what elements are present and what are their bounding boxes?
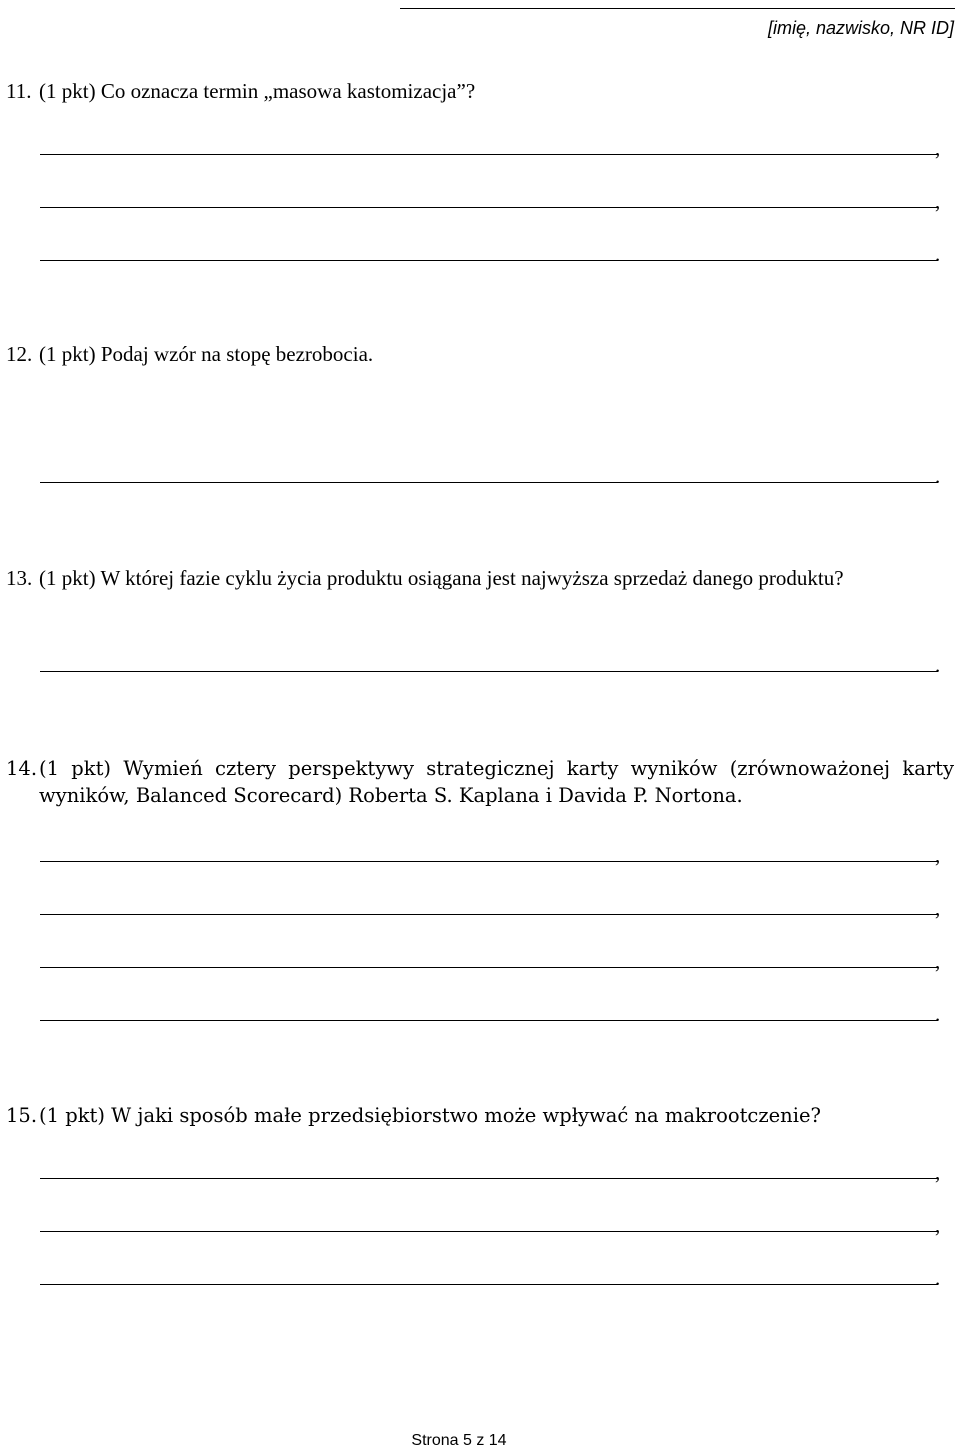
question-text: (1 pkt) W jaki sposób małe przedsiębiorstwo może wpływać na makrootczenie? — [39, 1104, 821, 1127]
page-number: Strona 5 z 14 — [411, 1432, 507, 1449]
answer-punctuation: . — [935, 653, 941, 677]
question-text: (1 pkt) Co oznacza termin „masowa kastomizacja”? — [39, 79, 476, 103]
answer-line[interactable] — [40, 1262, 938, 1285]
answer-line[interactable] — [40, 839, 938, 862]
answer-punctuation: . — [935, 1002, 941, 1026]
question-number: 11. — [6, 79, 32, 103]
answer-punctuation: , — [935, 949, 941, 973]
answer-line[interactable] — [40, 1209, 938, 1232]
answer-line[interactable] — [40, 238, 938, 261]
answer-line[interactable] — [40, 998, 938, 1021]
answer-punctuation: , — [935, 189, 941, 213]
answer-punctuation: , — [935, 843, 941, 867]
question-number: 15. — [6, 1104, 38, 1127]
answer-line[interactable] — [40, 460, 938, 483]
question-15 — [6, 1102, 956, 1129]
answer-punctuation: . — [935, 1266, 941, 1290]
question-12 — [6, 341, 956, 368]
answer-line[interactable] — [40, 945, 938, 968]
answer-punctuation: , — [935, 896, 941, 920]
question-11 — [6, 78, 956, 105]
answer-punctuation: , — [935, 1213, 941, 1237]
question-text: (1 pkt) Podaj wzór na stopę bezrobocia. — [39, 342, 374, 366]
answer-line[interactable] — [40, 132, 938, 155]
answer-punctuation: . — [935, 242, 941, 266]
answer-line[interactable] — [40, 649, 938, 672]
answer-line[interactable] — [40, 1156, 938, 1179]
answer-punctuation: . — [935, 464, 941, 488]
question-14 — [6, 755, 956, 809]
question-13 — [6, 565, 956, 592]
answer-punctuation: , — [935, 136, 941, 160]
name-underline — [400, 8, 955, 9]
question-number: 14. — [6, 757, 38, 780]
answer-line[interactable] — [40, 892, 938, 915]
question-text: (1 pkt) W której fazie cyklu życia produktu osiągana jest najwyższa sprzedaż danego produktu? — [39, 566, 844, 590]
name-placeholder: [imię, nazwisko, NR ID] — [767, 18, 954, 38]
question-text: (1 pkt) Wymień cztery perspektywy strategicznej karty wyników (zrównoważonej karty wyników, Balanced Scorecard) Roberta S. Kaplana i Davida P. Nortona. — [39, 757, 954, 807]
question-number: 13. — [6, 566, 33, 590]
answer-line[interactable] — [40, 185, 938, 208]
question-number: 12. — [6, 342, 33, 366]
answer-punctuation: , — [935, 1160, 941, 1184]
